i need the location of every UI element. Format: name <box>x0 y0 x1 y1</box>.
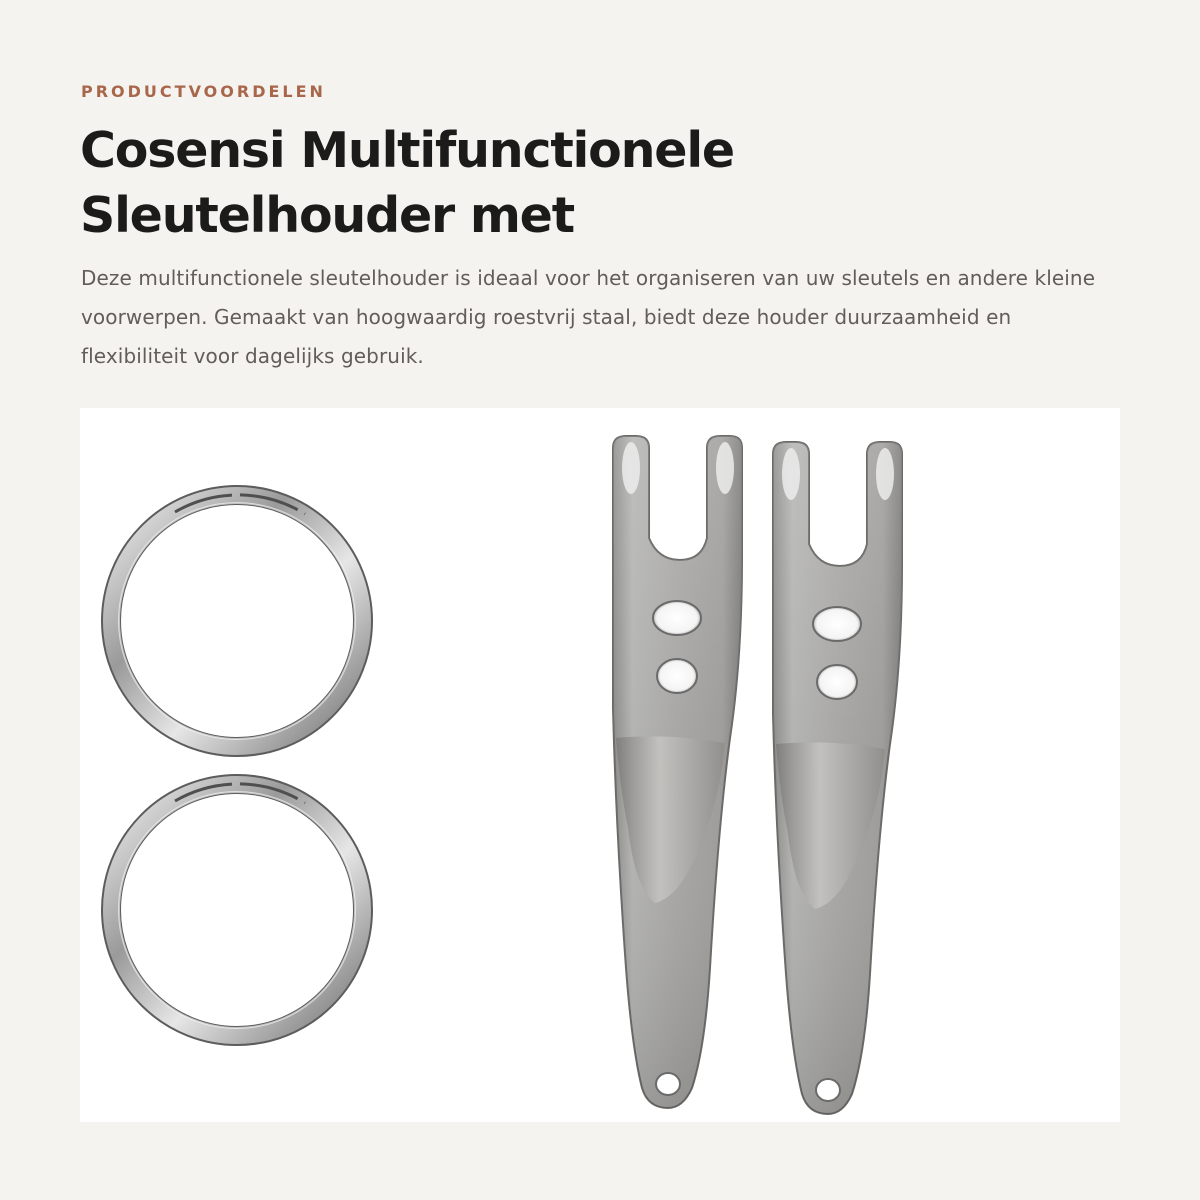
product-photo <box>80 408 1120 1122</box>
product-title: Cosensi Multifunctionele Sleutelhouder met <box>80 122 734 244</box>
product-description: Deze multifunctionele sleutelhouder is ideaal voor het organiseren van uw sleutels en andere kleine voorwerpen. Gemaakt van hoogwaardig roestvrij staal, biedt deze houder duurzaamheid en flexibiliteit voor dagelijks gebruik. <box>81 266 1096 368</box>
pocket-clip-left <box>613 436 742 1108</box>
section-eyebrow: PRODUCTVOORDELEN <box>81 82 326 101</box>
split-ring-bottom <box>111 784 363 1036</box>
product-image <box>80 408 1120 1122</box>
pocket-clip-right <box>773 442 902 1114</box>
split-ring-top <box>111 495 363 747</box>
